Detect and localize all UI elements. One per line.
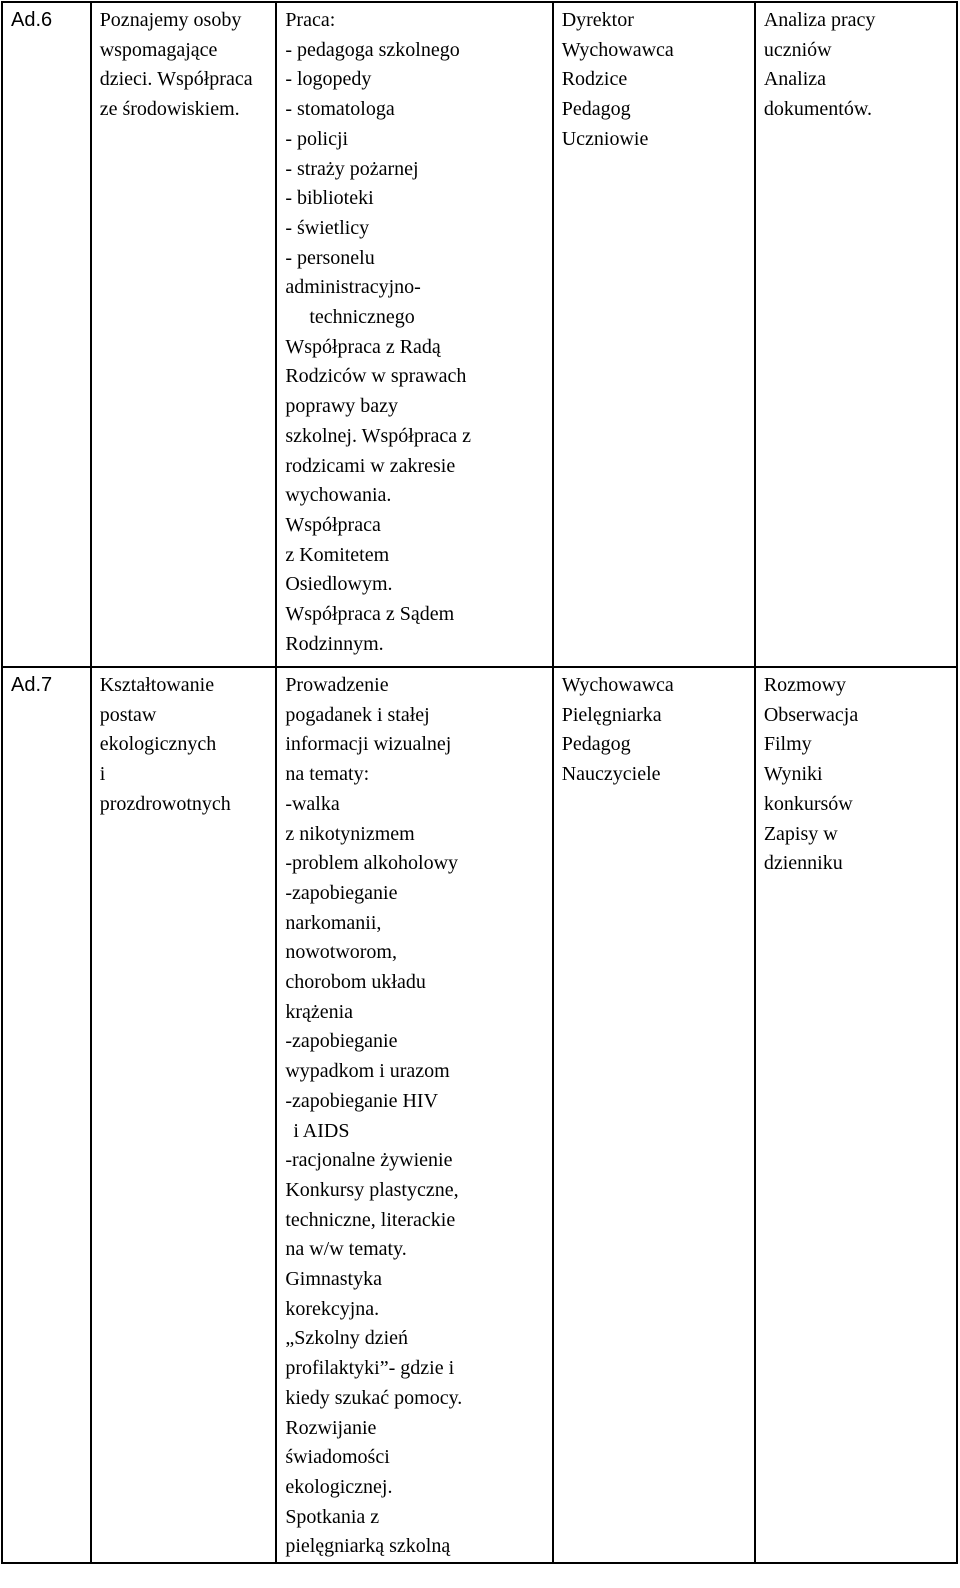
activity-line: profilaktyki”- gdzie i bbox=[285, 1357, 455, 1380]
topic-cell bbox=[91, 667, 277, 1563]
activity-line: nowotworom, bbox=[285, 941, 397, 964]
activity-line: informacji wizualnej bbox=[285, 733, 452, 756]
activity-line: - personelu bbox=[285, 246, 375, 269]
activity-line: ekologicznej. bbox=[285, 1475, 393, 1498]
responsible-cell bbox=[553, 2, 755, 667]
activities-cell bbox=[276, 2, 552, 667]
topic-line: postaw bbox=[99, 703, 157, 726]
evaluation-item: dokumentów. bbox=[763, 98, 872, 121]
responsible-item: Wychowawca bbox=[561, 38, 674, 61]
table-row bbox=[2, 667, 957, 1563]
evaluation-item: Filmy bbox=[763, 733, 812, 756]
activity-line: Konkursy plastyczne, bbox=[285, 1178, 459, 1201]
evaluation-item: dzienniku bbox=[763, 852, 843, 875]
activity-line: techniczne, literackie bbox=[285, 1208, 456, 1231]
activity-line: świadomości bbox=[285, 1446, 390, 1469]
topic-cell bbox=[91, 2, 277, 667]
activity-line: Rodzinnym. bbox=[285, 632, 384, 655]
activity-line: szkolnej. Współpraca z bbox=[285, 424, 471, 447]
evaluation-cell bbox=[755, 667, 957, 1563]
row-number-cell bbox=[2, 667, 91, 1563]
activity-line: - stomatologa bbox=[285, 98, 395, 121]
activity-line: Praca: bbox=[285, 9, 336, 31]
responsible-item: Uczniowie bbox=[561, 127, 649, 150]
activity-line: Spotkania z bbox=[285, 1505, 380, 1528]
topic-line: ekologicznych bbox=[99, 733, 217, 756]
activity-line: Współpraca z Radą bbox=[285, 335, 441, 358]
activity-line: - logopedy bbox=[285, 68, 372, 91]
activity-line: rodzicami w zakresie bbox=[285, 454, 456, 477]
activity-line: - świetlicy bbox=[285, 216, 370, 239]
activity-line: - straży pożarnej bbox=[285, 157, 419, 180]
activity-line: Prowadzenie bbox=[285, 674, 389, 696]
activity-line: pielęgniarką szkolną bbox=[285, 1535, 451, 1558]
activity-line: Osiedlowym. bbox=[285, 573, 393, 596]
activity-line: kiedy szukać pomocy. bbox=[285, 1386, 463, 1409]
activity-line: wypadkom i urazom bbox=[285, 1060, 450, 1083]
activities-cell bbox=[276, 667, 552, 1563]
activity-line: na tematy: bbox=[285, 763, 370, 786]
responsible-item: Pedagog bbox=[561, 733, 631, 756]
activity-line: -walka bbox=[285, 792, 340, 815]
responsible-item: Pielęgniarka bbox=[561, 703, 662, 726]
activity-line: wychowania. bbox=[285, 484, 392, 507]
activity-line: z nikotynizmem bbox=[285, 822, 415, 845]
topic-text: Poznajemy osoby wspomagające dzieci. Współpraca ze środowiskiem. bbox=[99, 9, 253, 121]
activity-line: administracyjno- bbox=[285, 276, 421, 299]
responsible-item: Nauczyciele bbox=[561, 763, 661, 786]
activity-line: -zapobieganie bbox=[285, 881, 398, 904]
evaluation-item: Obserwacja bbox=[763, 703, 859, 726]
activity-line: Rozwijanie bbox=[285, 1416, 377, 1439]
responsible-item: Pedagog bbox=[561, 98, 631, 121]
activity-line: - pedagoga szkolnego bbox=[285, 38, 460, 61]
activity-line: technicznego bbox=[309, 306, 415, 329]
activity-line: -problem alkoholowy bbox=[285, 852, 459, 875]
evaluation-item: Analiza bbox=[763, 68, 827, 91]
activity-line: poprawy bazy bbox=[285, 395, 399, 418]
activity-line: korekcyjna. bbox=[285, 1297, 380, 1320]
evaluation-item: konkursów bbox=[763, 792, 853, 815]
evaluation-item: Zapisy w bbox=[763, 822, 838, 845]
evaluation-item: Rozmowy bbox=[763, 674, 847, 696]
evaluation-cell bbox=[755, 2, 957, 667]
table-row bbox=[2, 2, 957, 667]
activity-line: -zapobieganie HIV bbox=[285, 1089, 439, 1112]
activity-line: -racjonalne żywienie bbox=[285, 1149, 453, 1172]
responsible-item: Rodzice bbox=[561, 68, 628, 91]
activity-line: z Komitetem bbox=[285, 543, 390, 566]
activity-line: - biblioteki bbox=[285, 187, 374, 210]
activity-line: Rodziców w sprawach bbox=[285, 365, 467, 388]
activity-line: krążenia bbox=[285, 1000, 354, 1023]
topic-line: i bbox=[99, 763, 106, 786]
activity-line: Współpraca z Sądem bbox=[285, 603, 455, 626]
responsible-item: Wychowawca bbox=[561, 674, 674, 696]
activity-line: pogadanek i stałej bbox=[285, 703, 430, 726]
row-number: Ad.6 bbox=[11, 9, 53, 31]
activity-line: -zapobieganie bbox=[285, 1030, 398, 1053]
activity-line: „Szkolny dzień bbox=[285, 1327, 409, 1350]
activity-line: i AIDS bbox=[293, 1119, 350, 1142]
activity-line: chorobom układu bbox=[285, 971, 426, 994]
activity-line: narkomanii, bbox=[285, 911, 382, 934]
evaluation-item: uczniów bbox=[763, 38, 832, 61]
plan-table bbox=[1, 1, 958, 1564]
activity-line: Gimnastyka bbox=[285, 1268, 382, 1291]
activity-line: Współpraca bbox=[285, 513, 381, 536]
evaluation-item: Wyniki bbox=[763, 763, 823, 786]
topic-line: prozdrowotnych bbox=[99, 792, 231, 815]
row-number-cell bbox=[2, 2, 91, 667]
topic-line: Kształtowanie bbox=[99, 674, 215, 696]
responsible-item: Dyrektor bbox=[561, 9, 634, 31]
activity-line: na w/w tematy. bbox=[285, 1238, 407, 1261]
responsible-cell bbox=[553, 667, 755, 1563]
row-number: Ad.7 bbox=[11, 674, 53, 696]
activity-line: - policji bbox=[285, 127, 349, 150]
evaluation-item: Analiza pracy bbox=[763, 9, 876, 31]
